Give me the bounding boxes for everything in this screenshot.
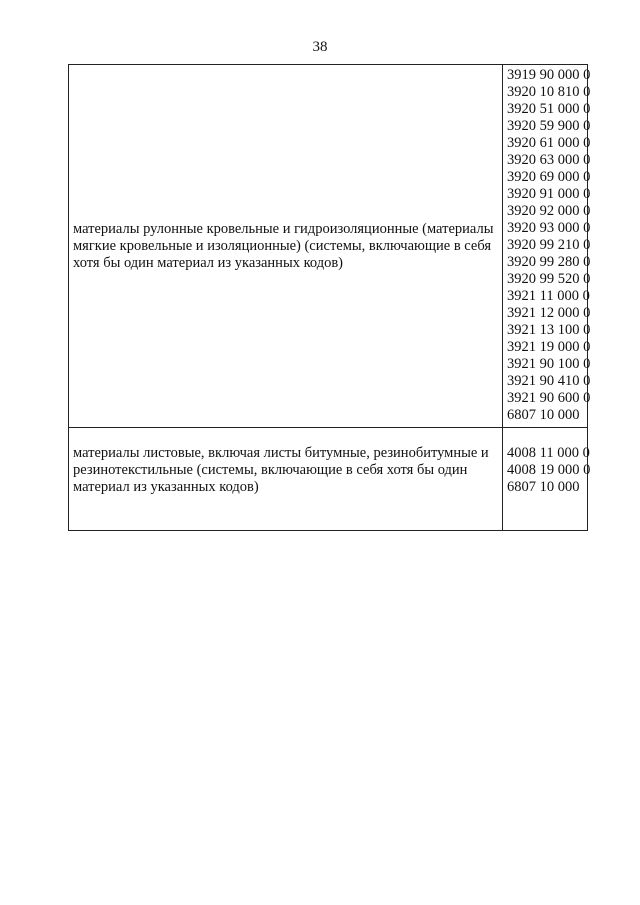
table-row (69, 428, 588, 531)
code-item: 3920 61 000 0 (507, 135, 591, 151)
codes-table (68, 64, 591, 531)
code-item: 6807 10 000 (507, 407, 580, 423)
code-item: 3921 12 000 0 (507, 305, 591, 321)
table-row (69, 65, 588, 428)
code-item: 4008 11 000 0 (507, 445, 590, 461)
code-item: 3921 19 000 0 (507, 339, 591, 355)
code-item: 3920 92 000 0 (507, 203, 591, 219)
code-item: 3921 90 100 0 (507, 356, 591, 372)
code-item: 3921 90 600 0 (507, 390, 591, 406)
code-item: 3920 99 210 0 (507, 237, 591, 253)
code-item: 3920 10 810 0 (507, 84, 591, 100)
code-item: 3920 51 000 0 (507, 101, 591, 117)
code-item: 6807 10 000 (507, 479, 580, 495)
code-item: 4008 19 000 0 (507, 462, 591, 478)
code-item: 3920 91 000 0 (507, 186, 591, 202)
description-cell (69, 65, 503, 428)
page-number: 38 (312, 39, 328, 55)
code-item: 3919 90 000 0 (507, 67, 591, 83)
code-item: 3921 11 000 0 (507, 288, 590, 304)
row-description: материалы листовые, включая листы битумные, резинобитумные и резинотекстильные (системы, включающие в себя хотя бы один материал из указанных кодов) (73, 445, 489, 495)
code-item: 3920 63 000 0 (507, 152, 591, 168)
code-item: 3921 13 100 0 (507, 322, 591, 338)
row-description: материалы рулонные кровельные и гидроизоляционные (материалы мягкие кровельные и изоляционные) (системы, включающие в себя хотя бы один материал из указанных кодов) (73, 220, 494, 271)
code-item: 3920 69 000 0 (507, 169, 591, 185)
code-item: 3920 99 520 0 (507, 271, 591, 287)
code-item: 3920 93 000 0 (507, 220, 591, 236)
code-item: 3920 99 280 0 (507, 254, 591, 270)
codes-cell (503, 428, 591, 531)
description-cell (69, 428, 503, 531)
codes-cell (503, 65, 591, 428)
code-item: 3920 59 900 0 (507, 118, 591, 134)
code-item: 3921 90 410 0 (507, 373, 591, 389)
